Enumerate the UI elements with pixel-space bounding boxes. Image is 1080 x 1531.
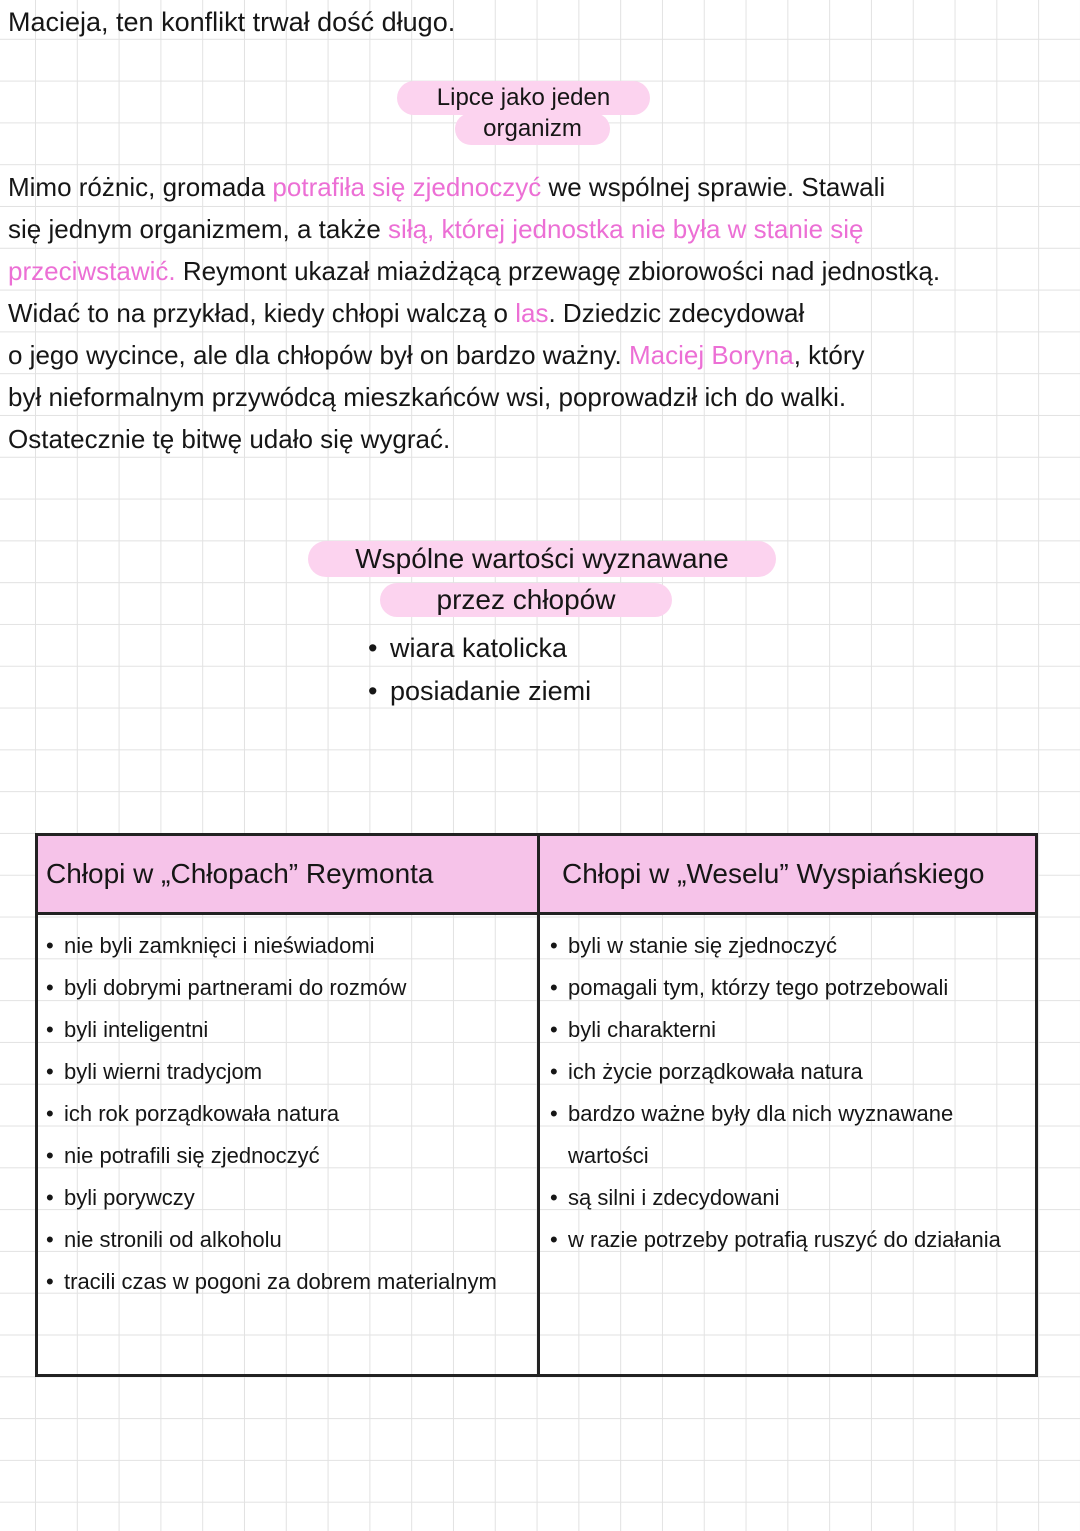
bullet-icon: • (368, 676, 378, 706)
bullet-icon: • (46, 1227, 54, 1252)
text-segment: przeciwstawić. (8, 256, 176, 286)
table-item-text: nie potrafili się zjednoczyć (64, 1143, 320, 1168)
text-segment: był nieformalnym przywódcą mieszkańców wsi, poprowadził ich do walki. (8, 382, 847, 412)
table-header-reymont: Chłopi w „Chłopach” Reymonta (38, 836, 540, 915)
table-item (46, 967, 529, 1009)
table-item-text: byli w stanie się zjednoczyć (568, 933, 838, 958)
text-segment: we wspólnej sprawie. Stawali (541, 172, 886, 202)
table-item (46, 1093, 529, 1135)
table-item-text: pomagali tym, którzy tego potrzebowali (568, 975, 949, 1000)
section-heading-organism: Lipce jako jeden (397, 81, 650, 115)
table-item-text: byli wierni tradycjom (64, 1059, 263, 1084)
table-item (550, 1177, 1025, 1219)
table-item-text: bardzo ważne były dla nich wyznawane wartości (568, 1101, 954, 1168)
table-item (550, 1009, 1025, 1051)
paragraph-line (8, 208, 940, 250)
bullet-icon: • (550, 1017, 558, 1042)
bullet-icon: • (46, 933, 54, 958)
table-column-reymont (38, 915, 540, 1374)
paragraph-line (8, 292, 940, 334)
bullet-icon: • (550, 933, 558, 958)
text-segment: Widać to na przykład, kiedy chłopi walczą o (8, 298, 516, 328)
paragraph-line (8, 418, 940, 460)
bullet-icon: • (46, 1059, 54, 1084)
text-segment: potrafiła się zjednoczyć (272, 172, 542, 202)
bullet-icon: • (550, 1059, 558, 1084)
table-item-text: byli dobrymi partnerami do rozmów (64, 975, 407, 1000)
table-item (46, 1051, 529, 1093)
text-segment: , który (793, 340, 865, 370)
paragraph-line (8, 334, 940, 376)
table-item (550, 925, 1025, 967)
bullet-icon: • (46, 1143, 54, 1168)
section-heading-organism-cont: organizm (455, 113, 610, 145)
text-segment: las (515, 298, 549, 328)
table-item-text: tracili czas w pogoni za dobrem materialnym (64, 1269, 497, 1294)
text-segment: o jego wycince, ale dla chłopów był on bardzo ważny. (8, 340, 629, 370)
bullet-icon: • (46, 1017, 54, 1042)
text-segment: Reymont ukazał miażdżącą przewagę zbiorowości nad jednostką. (175, 256, 941, 286)
bullet-icon: • (46, 1269, 54, 1294)
bullet-icon: • (368, 633, 378, 663)
bullet-icon: • (550, 1101, 558, 1126)
list-item-text: posiadanie ziemi (390, 676, 592, 706)
text-segment: Maciej Boryna (628, 340, 794, 370)
table-item (550, 1219, 1025, 1261)
table-item-text: nie stronili od alkoholu (64, 1227, 282, 1252)
table-item (46, 1009, 529, 1051)
table-item (46, 1135, 529, 1177)
text-segment: Mimo różnic, gromada (8, 172, 273, 202)
list-item (368, 670, 591, 713)
section-heading-values: Wspólne wartości wyznawane (308, 541, 776, 577)
table-item-text: ich życie porządkowała natura (568, 1059, 863, 1084)
paragraph-line (8, 166, 940, 208)
table-item (550, 1051, 1025, 1093)
text-segment: się jednym organizmem, a także (8, 214, 389, 244)
table-item-text: są silni i zdecydowani (568, 1185, 780, 1210)
table-item (46, 1261, 529, 1303)
list-item-text: wiara katolicka (390, 633, 568, 663)
table-item-text: byli inteligentni (64, 1017, 209, 1042)
bullet-icon: • (46, 1185, 54, 1210)
table-column-wyspianski (540, 915, 1035, 1374)
table-item (46, 925, 529, 967)
bullet-icon: • (550, 1185, 558, 1210)
text-segment: . Dziedzic zdecydował (548, 298, 805, 328)
bullet-icon: • (46, 1101, 54, 1126)
table-item (550, 1093, 1025, 1177)
comparison-table (35, 833, 1038, 1377)
bullet-icon: • (550, 975, 558, 1000)
paragraph-line (8, 376, 940, 418)
intro-line: Macieja, ten konflikt trwał dość długo. (8, 7, 456, 37)
list-item (368, 627, 591, 670)
table-item (46, 1177, 529, 1219)
table-header-wyspianski: Chłopi w „Weselu” Wyspiańskiego (540, 836, 1035, 915)
table-item-text: w razie potrzeby potrafią ruszyć do działania (568, 1227, 1001, 1252)
bullet-icon: • (46, 975, 54, 1000)
text-segment: siłą, której jednostka nie była w stanie się (388, 214, 864, 244)
bullet-icon: • (550, 1227, 558, 1252)
table-item-text: nie byli zamknięci i nieświadomi (64, 933, 375, 958)
text-segment: Ostatecznie tę bitwę udało się wygrać. (8, 424, 451, 454)
paragraph-line (8, 250, 940, 292)
table-item-text: byli charakterni (568, 1017, 716, 1042)
table-item-text: byli porywczy (64, 1185, 195, 1210)
table-item (46, 1219, 529, 1261)
paragraph-organism (8, 166, 940, 460)
values-list (368, 627, 591, 713)
table-item (550, 967, 1025, 1009)
section-heading-values-cont: przez chłopów (380, 583, 672, 617)
table-item-text: ich rok porządkowała natura (64, 1101, 340, 1126)
